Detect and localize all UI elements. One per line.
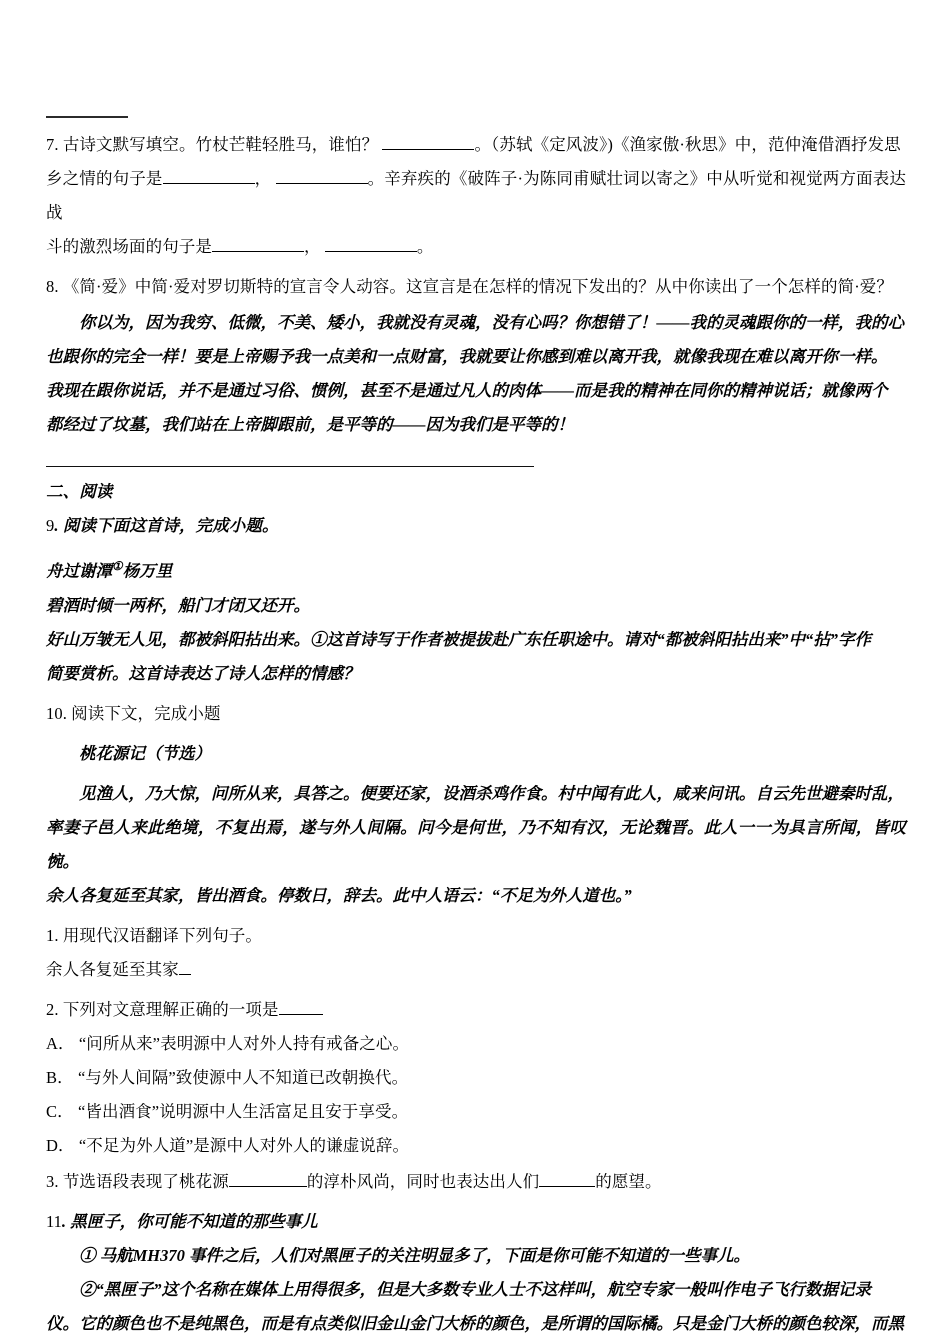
q10-sub1-stem: 1. 用现代汉语翻译下列句子。 [46, 925, 263, 945]
q10-sub3-number: 3 [46, 1171, 55, 1191]
q7-line3-text-c: 。 [416, 237, 434, 256]
q9-poem-title-line [46, 549, 906, 589]
q8-number: 8 [46, 277, 55, 296]
q9-poem-title-footnote-mark: ① [112, 559, 123, 573]
q8-stem: 8. 《简·爱》中简·爱对罗切斯特的宣言令人动容。这宣言是在怎样的情况下发出的？从中你读出了一个怎样的简·爱？ [46, 277, 893, 296]
q7-line2-text-b: ， [254, 169, 272, 188]
q11-paragraph-1: ① 马航MH370 事件之后，人们对黑匣子的关注明显多了，下面是你可能不知道的一些事儿。 [79, 1245, 751, 1265]
q10-sub2-option-a[interactable] [46, 1027, 906, 1061]
q7-blank-1[interactable] [382, 133, 474, 151]
q10-sub2-option-b-label: B． [46, 1067, 74, 1087]
q10-sub1-sentence: 余人各复延至其家 [46, 959, 179, 979]
q10-sub1-sentence-line [46, 953, 906, 987]
q7-line-1: 7. 古诗文默写填空。竹杖芒鞋轻胜马，谁怕？ 。（苏轼《定风波》)《渔家傲·秋思》中，范仲淹借酒抒发思 [46, 128, 906, 162]
q7-line-2 [46, 162, 906, 230]
q9-stem: 9. 阅读下面这首诗，完成小题。 [46, 516, 279, 535]
spacer-after-section-rule [46, 467, 906, 475]
q7-line1-text-b: 。（苏轼《定风波》)《渔家傲·秋思》中，范仲淹借酒抒发思 [474, 135, 901, 154]
q10-sub2-option-d-label: D． [46, 1135, 75, 1155]
q10-number: 10 [46, 703, 63, 723]
q10-sub2-option-a-text: “问所从来”表明源中人对外人持有戒备之心。 [78, 1033, 410, 1053]
q10-sub3-stem: 3. 节选语段表现了桃花源 的淳朴风尚，同时也表达出人们 的愿望。 [46, 1165, 906, 1199]
q10-sub2-option-d[interactable] [46, 1129, 906, 1163]
q7-blank-3[interactable] [276, 167, 368, 185]
continuation-rule-wrap [46, 16, 906, 118]
q10-sub3-text-c: 的愿望。 [595, 1171, 662, 1191]
q7-line3-text-b: ， [304, 237, 321, 256]
q9-stem-text: 阅读下面这首诗，完成小题。 [62, 516, 279, 535]
question-7 [46, 128, 906, 264]
q8-quote-line-1: 你以为，因为我穷、低微，不美、矮小，我就没有灵魂，没有心吗？你想错了！——我的灵魂跟你的一样，我的心 [79, 313, 904, 332]
q10-sub2-text: 下列对文意理解正确的一项是 [62, 999, 279, 1019]
q7-blank-4[interactable] [212, 235, 304, 253]
q8-stem-text: 《简·爱》中简·爱对罗切斯特的宣言令人动容。这宣言是在怎样的情况下发出的？从中你读出了一个怎样的简·爱？ [62, 277, 893, 296]
q7-line2-text-c: 。辛弃疾的《破阵子·为陈同甫赋壮词以寄之》中从听觉和视觉两方面表达战 [46, 169, 906, 222]
q10-sub2-option-c[interactable] [46, 1095, 906, 1129]
q9-poem-line-3: 简要赏析。这首诗表达了诗人怎样的情感？ [46, 663, 360, 683]
q9-poem-title: 舟过谢潭 [46, 561, 112, 581]
q10-stem: 10. 阅读下文，完成小题 [46, 703, 221, 723]
q8-quote-line-4: 都经过了坟墓，我们站在上帝脚跟前，是平等的——因为我们是平等的！ [46, 415, 574, 434]
q10-passage-line-3: 余人各复延至其家，皆出酒食。停数日，辞去。此中人语云：“不足为外人道也。” [46, 885, 632, 905]
q7-line3-text-a: 斗的激烈场面的句子是 [46, 237, 212, 256]
section-heading-reading: 二、阅读 [46, 482, 113, 501]
q11-title-line: 11. 黑匣子，你可能不知道的那些事儿 [46, 1211, 318, 1231]
page-content [46, 0, 906, 1341]
q10-sub2-answer-blank[interactable] [279, 997, 323, 1015]
question-8 [46, 270, 906, 442]
q10-sub1-number: 1 [46, 925, 55, 945]
q7-blank-2[interactable] [163, 167, 255, 185]
question-11 [46, 1205, 906, 1341]
q10-sub1-text: 用现代汉语翻译下列句子。 [62, 925, 263, 945]
spacer-after-top-rule [46, 118, 906, 128]
question-9 [46, 509, 906, 691]
q7-blank-5[interactable] [325, 235, 417, 253]
q11-paragraph-2-line-1: ②“黑匣子”这个名称在媒体上用得很多，但是大多数专业人士不这样叫，航空专家一般叫作电子飞行数据记录 [79, 1279, 871, 1299]
q9-poem-line-1: 碧酒时倾一两杯，船门才闭又还开。 [46, 595, 310, 615]
q7-number: 7 [46, 135, 55, 154]
q8-quote-line-2: 也跟你的完全一样！要是上帝赐予我一点美和一点财富，我就要让你感到难以离开我，就像我现在难以离开你一样。 [46, 347, 888, 366]
q9-poem-line2-verse: 好山万皱无人见，都被斜阳拈出来。 [46, 629, 310, 649]
q10-sub3-blank-2[interactable] [539, 1169, 595, 1187]
q8-quote-line-3: 我现在跟你说话，并不是通过习俗、惯例，甚至不是通过凡人的肉体——而是我的精神在同你的精神说话；就像两个 [46, 381, 888, 400]
q9-poem-line-2 [46, 623, 906, 657]
q11-number: 11 [46, 1211, 62, 1231]
spacer-before-section-rule [46, 442, 906, 466]
q10-sub2-number: 2 [46, 999, 55, 1019]
q10-stem-text: 阅读下文，完成小题 [71, 703, 221, 723]
q9-number: 9 [46, 516, 55, 535]
q10-passage-line-2: 率妻子邑人来此绝境，不复出焉，遂与外人间隔。问今是何世，乃不知有汉，无论魏晋。此人一一为具言所闻，皆叹惋。 [46, 817, 906, 871]
q7-line1-text-a: 古诗文默写填空。竹杖芒鞋轻胜马，谁怕？ [62, 135, 379, 154]
q9-poem-author: 杨万里 [122, 561, 173, 581]
q10-passage-line-1: 见渔人，乃大惊，问所从来，具答之。便要还家，设酒杀鸡作食。村中闻有此人，咸来问讯。自云先世避秦时乱， [79, 783, 904, 803]
q11-title: 黑匣子，你可能不知道的那些事儿 [70, 1211, 318, 1231]
q9-poem-line2-note: ①这首诗写于作者被提拔赴广东任职途中。请对“都被斜阳拈出来”中“拈”字作 [310, 629, 871, 649]
q10-passage-title: 桃花源记（节选） [79, 743, 211, 763]
q10-sub2-option-c-label: C． [46, 1101, 74, 1121]
top-spacer [46, 0, 906, 16]
q7-line2-text-a: 乡之情的句子是 [46, 169, 163, 188]
q10-sub2-option-d-text: “不足为外人道”是源中人对外人的谦虚说辞。 [78, 1135, 410, 1155]
q10-sub2-option-a-label: A． [46, 1033, 75, 1053]
q10-sub2-stem: 2. 下列对文意理解正确的一项是 [46, 993, 906, 1027]
q10-sub1-answer-blank[interactable] [179, 957, 191, 975]
q10-sub3-blank-1[interactable] [229, 1169, 307, 1187]
question-10 [46, 697, 906, 1199]
q10-sub3-text-a: 节选语段表现了桃花源 [62, 1171, 229, 1191]
q10-sub3-text-b: 的淳朴风尚，同时也表达出人们 [306, 1171, 540, 1191]
q10-sub2-option-b[interactable] [46, 1061, 906, 1095]
q7-line-3 [46, 230, 906, 264]
q11-paragraph-2-line-2: 仪。它的颜色也不是纯黑色，而是有点类似旧金山金门大桥的颜色，是所谓的国际橘。只是金门大桥的颜色较深，而黑 [46, 1313, 904, 1333]
q10-sub2-option-c-text: “皆出酒食”说明源中人生活富足且安于享受。 [77, 1101, 409, 1121]
q10-sub2-option-b-text: “与外人间隔”致使源中人不知道已改朝换代。 [77, 1067, 409, 1087]
